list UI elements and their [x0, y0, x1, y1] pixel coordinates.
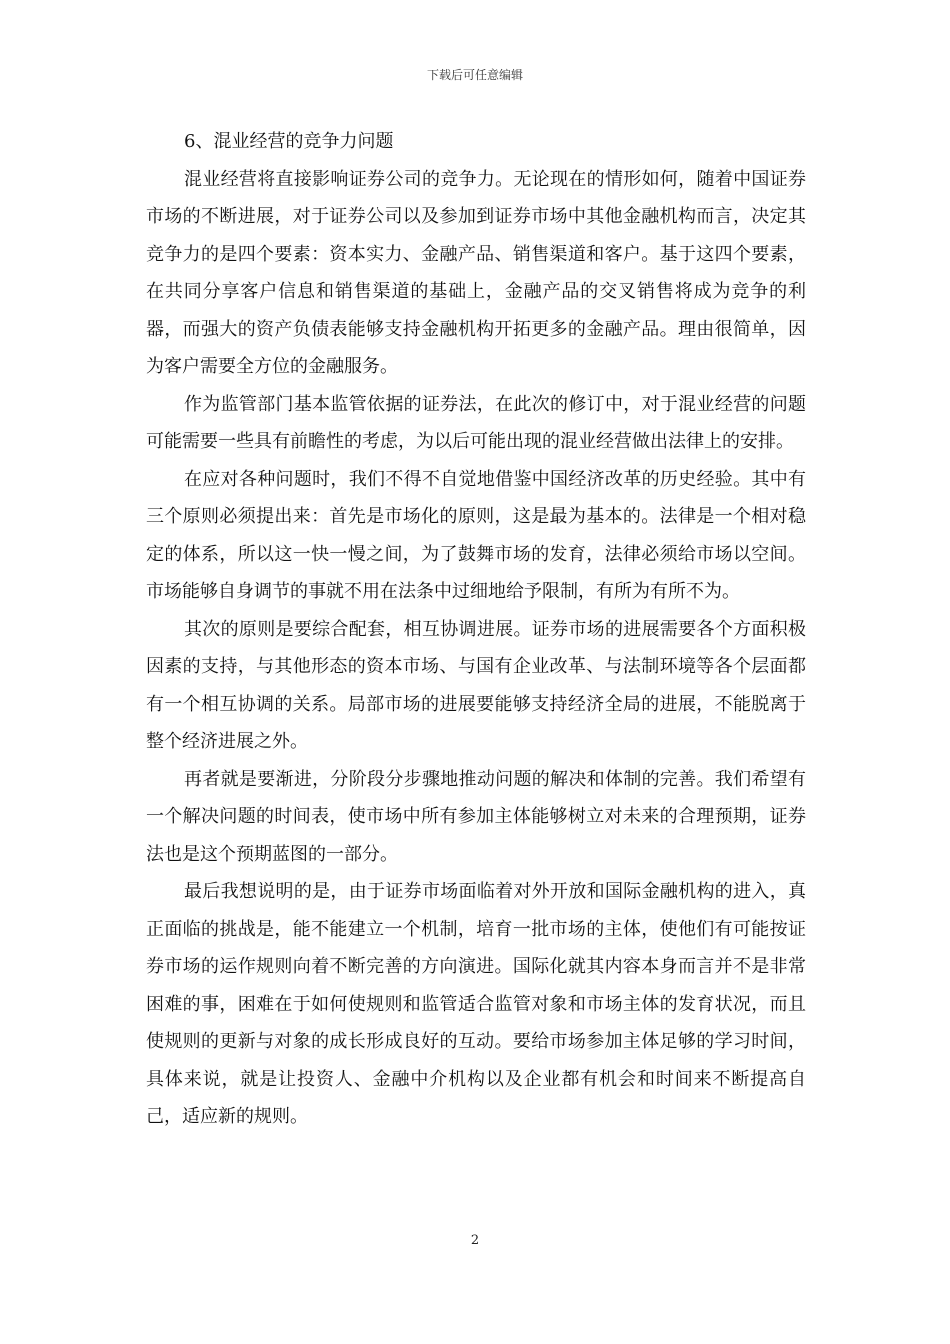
page-number: 2 — [470, 1233, 480, 1248]
paragraph-5: 再者就是要渐进，分阶段分步骤地推动问题的解决和体制的完善。我们希望有一个解决问题的时间表，使市场中所有参加主体能够树立对未来的合理预期，证券法也是这个预期蓝图的一部分。 — [146, 768, 806, 865]
paragraph-6: 最后我想说明的是，由于证券市场面临着对外开放和国际金融机构的进入，真正面临的挑战是，能不能建立一个机制，培育一批市场的主体，使他们有可能按证券市场的运作规则向着不断完善的方向演进。国际化就其内容本身而言并不是非常困难的事，困难在于如何使规则和监管适合监管对象和市场主体的发育状况，而且使规则的更新与对象的成长形成良好的互动。要给市场参加主体足够的学习时间，具体来说，就是让投资人、金融中介机构以及企业都有机会和时间来不断提高自己，适应新的规则。 — [146, 881, 806, 1127]
paragraph-1: 混业经营将直接影响证券公司的竞争力。无论现在的情形如何，随着中国证券市场的不断进展，对于证券公司以及参加到证券市场中其他金融机构而言，决定其竞争力的是四个要素：资本实力、金融产品、销售渠道和客户。基于这四个要素，在共同分享客户信息和销售渠道的基础上，金融产品的交叉销售将成为竞争的利器，而强大的资产负债表能够支持金融机构开拓更多的金融产品。理由很简单，因为客户需要全方位的金融服务。 — [146, 168, 806, 377]
page-header: 下载后可任意编辑 — [426, 68, 523, 82]
paragraph-4: 其次的原则是要综合配套，相互协调进展。证券市场的进展需要各个方面积极因素的支持，与其他形态的资本市场、与国有企业改革、与法制环境等各个层面都有一个相互协调的关系。局部市场的进展要能够支持经济全局的进展，不能脱离于整个经济进展之外。 — [146, 618, 806, 752]
section-heading: 6、混业经营的竞争力问题 — [184, 131, 394, 152]
paragraph-2: 作为监管部门基本监管依据的证券法，在此次的修订中，对于混业经营的问题可能需要一些具有前瞻性的考虑，为以后可能出现的混业经营做出法律上的安排。 — [146, 393, 806, 452]
document-body — [146, 124, 806, 1136]
paragraph-3: 在应对各种问题时，我们不得不自觉地借鉴中国经济改革的历史经验。其中有三个原则必须提出来：首先是市场化的原则，这是最为基本的。法律是一个相对稳定的体系，所以这一快一慢之间，为了鼓舞市场的发育，法律必须给市场以空间。市场能够自身调节的事就不用在法条中过细地给予限制，有所为有所不为。 — [146, 468, 806, 602]
